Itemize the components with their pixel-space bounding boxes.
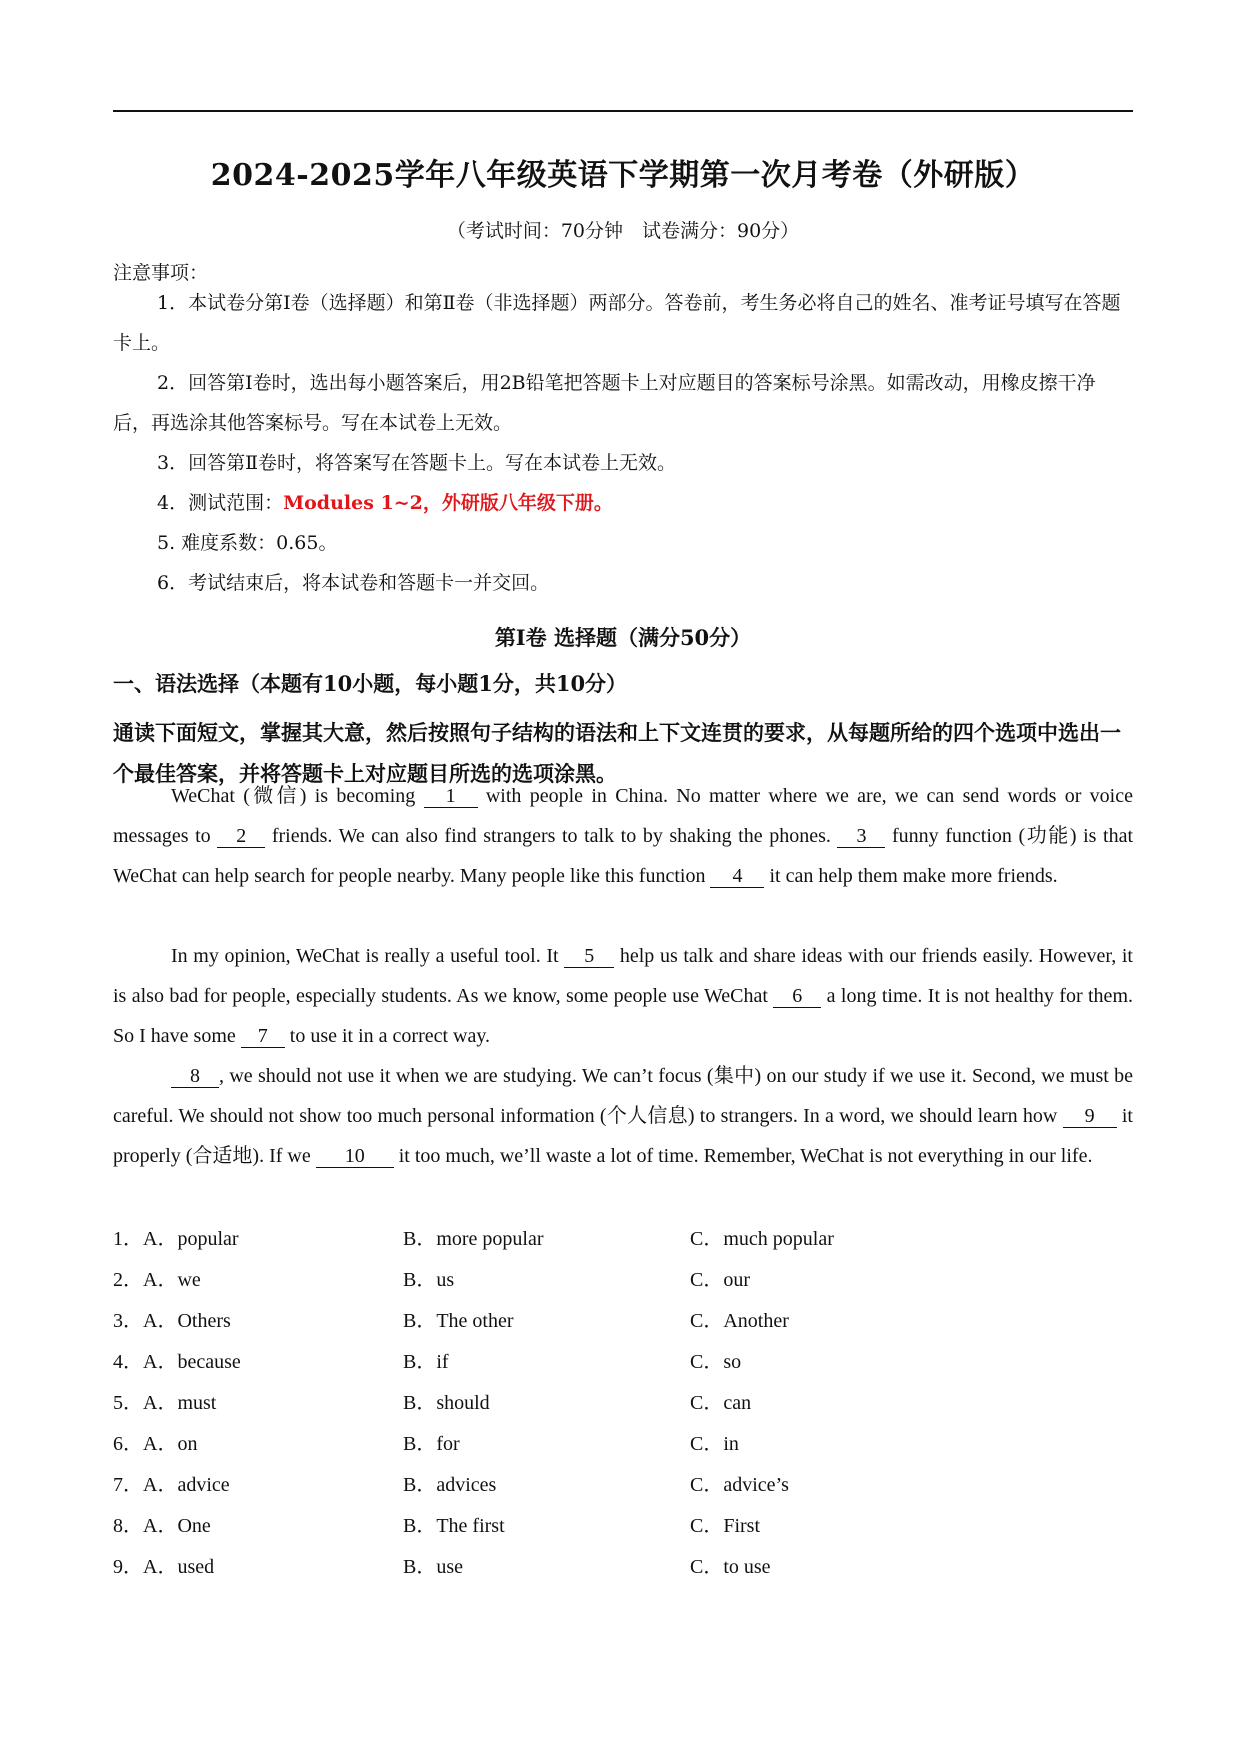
passage-text: a long time. It is not healthy for them. So I have some [113, 985, 1133, 1047]
blank-1: 1 [424, 785, 478, 808]
test-scope: Modules 1~2，外研版八年级下册。 [283, 492, 613, 514]
option-a[interactable]: A．we [143, 1269, 201, 1291]
question-row [113, 1509, 1133, 1549]
option-c[interactable]: C．to use [690, 1556, 771, 1578]
question-number: 2． [113, 1269, 143, 1291]
question-row [113, 1263, 1133, 1303]
question-number: 5． [113, 1392, 143, 1414]
blank-10: 10 [316, 1145, 394, 1168]
option-a[interactable]: A．popular [143, 1228, 239, 1250]
question-number: 3． [113, 1310, 143, 1332]
passage-text: In my opinion, WeChat is really a useful tool. It [171, 945, 565, 967]
passage-text: , we should not use it when we are studying. We can’t focus (集中) on our study if we use it. Second, we must be careful. We should not show too much personal information (个人信息) to strangers. In a word, we should learn how [113, 1065, 1133, 1127]
option-b[interactable]: B．use [403, 1556, 463, 1578]
passage-text: WeChat (微信) is becoming [171, 785, 424, 807]
option-b[interactable]: B．The other [403, 1310, 514, 1332]
passage-text: help us talk and share ideas with our friends easily. However, it is also bad for people, especially students. As we know, some people use WeChat [113, 945, 1133, 1007]
question-row [113, 1222, 1133, 1262]
option-a[interactable]: A．Others [143, 1310, 231, 1332]
question-number: 4． [113, 1351, 143, 1373]
option-b[interactable]: B．The first [403, 1515, 505, 1537]
notice-item-3: 3．回答第Ⅱ卷时，将答案写在答题卡上。写在本试卷上无效。 [157, 452, 677, 474]
notice-item-2: 2．回答第Ⅰ卷时，选出每小题答案后，用2B铅笔把答题卡上对应题目的答案标号涂黑。如需改动，用橡皮擦干净后，再选涂其他答案标号。写在本试卷上无效。 [113, 372, 1096, 434]
option-c[interactable]: C．much popular [690, 1228, 834, 1250]
notice-item-4 [113, 483, 1133, 523]
option-b[interactable]: B．if [403, 1351, 449, 1373]
passage-text: friends. We can also find strangers to talk to by shaking the phones. [265, 825, 838, 847]
blank-7: 7 [241, 1025, 285, 1048]
option-c[interactable]: C．First [690, 1515, 761, 1537]
exam-subtitle: （考试时间：70分钟 试卷满分：90分） [446, 220, 800, 242]
passage-paragraph-1 [113, 776, 1133, 896]
question-row [113, 1427, 1133, 1467]
option-a[interactable]: A．used [143, 1556, 215, 1578]
option-c[interactable]: C．our [690, 1269, 750, 1291]
passage-text: it can help them make more friends. [764, 865, 1058, 887]
passage-text: it properly (合适地). If we [113, 1105, 1133, 1167]
blank-3: 3 [837, 825, 885, 848]
question-row [113, 1386, 1133, 1426]
blank-9: 9 [1063, 1105, 1117, 1128]
option-c[interactable]: C．Another [690, 1310, 789, 1332]
header-rule [113, 110, 1133, 112]
passage-paragraph-3 [113, 1056, 1133, 1176]
passage-text: with people in China. No matter where we are, we can send words or voice messages to [113, 785, 1133, 847]
question-row [113, 1304, 1133, 1344]
option-a[interactable]: A．must [143, 1392, 217, 1414]
question-number: 6． [113, 1433, 143, 1455]
option-c[interactable]: C．advice’s [690, 1474, 789, 1496]
option-c[interactable]: C．can [690, 1392, 752, 1414]
question-row [113, 1345, 1133, 1385]
option-c[interactable]: C．so [690, 1351, 742, 1373]
exam-title: 2024-2025学年八年级英语下学期第一次月考卷（外研版） [210, 158, 1036, 193]
option-a[interactable]: A．advice [143, 1474, 230, 1496]
option-a[interactable]: A．on [143, 1433, 198, 1455]
blank-4: 4 [710, 865, 764, 888]
passage-text: it too much, we’ll waste a lot of time. Remember, WeChat is not everything in our life. [393, 1145, 1093, 1167]
blank-5: 5 [564, 945, 614, 968]
question-number: 8． [113, 1515, 143, 1537]
notice-item-6: 6．考试结束后，将本试卷和答题卡一并交回。 [157, 572, 550, 594]
blank-2: 2 [217, 825, 265, 848]
question-number: 7． [113, 1474, 143, 1496]
option-b[interactable]: B．advices [403, 1474, 497, 1496]
option-a[interactable]: A．One [143, 1515, 211, 1537]
notice-heading: 注意事项： [113, 262, 209, 284]
question-number: 9． [113, 1556, 143, 1578]
question-number: 1． [113, 1228, 143, 1250]
notice-item-4-prefix: 4．测试范围： [157, 492, 284, 514]
question-row [113, 1468, 1133, 1508]
blank-6: 6 [773, 985, 821, 1008]
option-c[interactable]: C．in [690, 1433, 739, 1455]
section-title: 第Ⅰ卷 选择题（满分50分） [494, 625, 752, 650]
option-b[interactable]: B．for [403, 1433, 460, 1455]
passage-text: to use it in a correct way. [284, 1025, 491, 1047]
passage-paragraph-2 [113, 936, 1133, 1056]
option-b[interactable]: B．us [403, 1269, 455, 1291]
option-a[interactable]: A．because [143, 1351, 241, 1373]
notice-item-5: 5. 难度系数：0.65。 [157, 532, 338, 554]
part-title: 一、语法选择（本题有10小题，每小题1分，共10分） [113, 671, 628, 696]
option-b[interactable]: B．more popular [403, 1228, 544, 1250]
blank-8: 8 [171, 1065, 219, 1088]
option-b[interactable]: B．should [403, 1392, 490, 1414]
question-row [113, 1550, 1133, 1590]
passage-text: funny function (功能) is that WeChat can help search for people nearby. Many people like this function [113, 825, 1133, 887]
notice-item-1: 1．本试卷分第Ⅰ卷（选择题）和第Ⅱ卷（非选择题）两部分。答卷前，考生务必将自己的姓名、准考证号填写在答题卡上。 [113, 292, 1121, 354]
instructions: 通读下面短文，掌握其大意，然后按照句子结构的语法和上下文连贯的要求，从每题所给的四个选项中选出一个最佳答案，并将答题卡上对应题目所选的选项涂黑。 [113, 720, 1121, 786]
